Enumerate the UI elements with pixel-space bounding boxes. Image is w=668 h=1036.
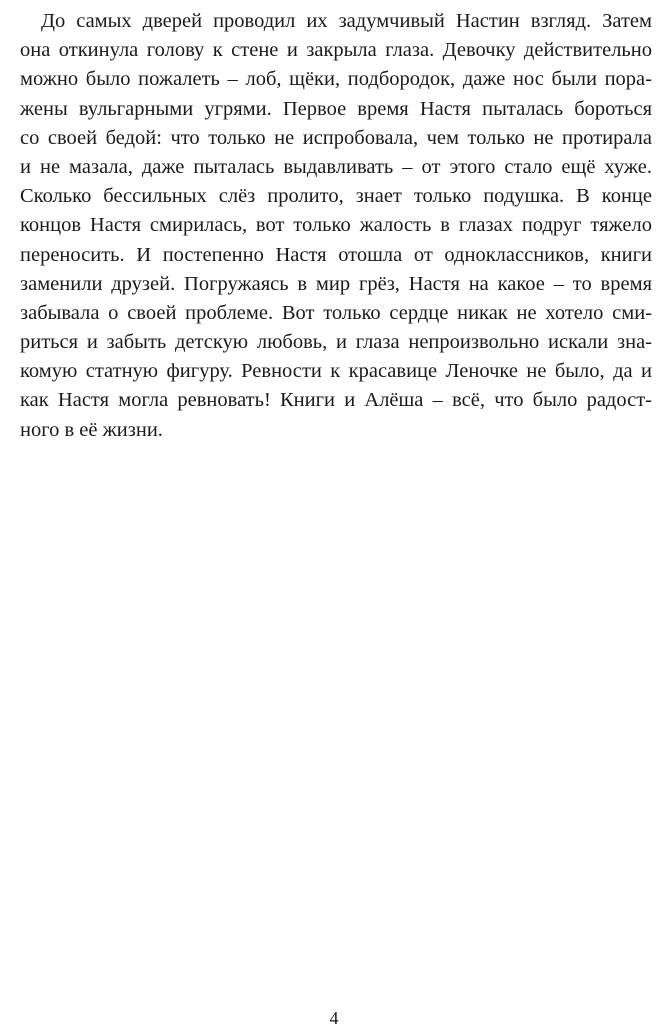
text-line: ного в её жизни. bbox=[20, 418, 163, 441]
text-line: и не мазала, даже пыталась выдавливать – от этого стало ещё хуже. bbox=[20, 155, 652, 178]
paragraph bbox=[20, 7, 652, 445]
text-line: концов Настя смирилась, вот только жалость в глазах подруг тяжело bbox=[20, 214, 652, 237]
text-line: переносить. И постепенно Настя отошла от одноклассников, книги bbox=[20, 243, 652, 266]
text-line: заменили друзей. Погружаясь в мир грёз, Настя на какое – то время bbox=[20, 272, 652, 295]
text-line: как Настя могла ревновать! Книги и Алёша – всё, что было радост- bbox=[20, 389, 652, 412]
text-line: жены вульгарными угрями. Первое время Настя пыталась бороться bbox=[20, 97, 652, 120]
text-line: со своей бедой: что только не испробовала, чем только не протирала bbox=[20, 126, 652, 149]
text-line: она откинула голову к стене и закрыла глаза. Девочку действительно bbox=[20, 39, 652, 62]
text-line: забывала о своей проблеме. Вот только сердце никак не хотело сми- bbox=[20, 301, 652, 324]
page-number: 4 bbox=[329, 1008, 339, 1028]
text-line: риться и забыть детскую любовь, и глаза непроизвольно искали зна- bbox=[20, 331, 652, 354]
text-line: комую статную фигуру. Ревности к красавице Леночке не было, да и bbox=[20, 360, 652, 383]
text-line: До самых дверей проводил их задумчивый Настин взгляд. Затем bbox=[41, 10, 652, 32]
text-line: можно было пожалеть – лоб, щёки, подбородок, даже нос были пора- bbox=[20, 68, 652, 91]
text-line: Сколько бессильных слёз пролито, знает только подушка. В конце bbox=[20, 185, 652, 208]
